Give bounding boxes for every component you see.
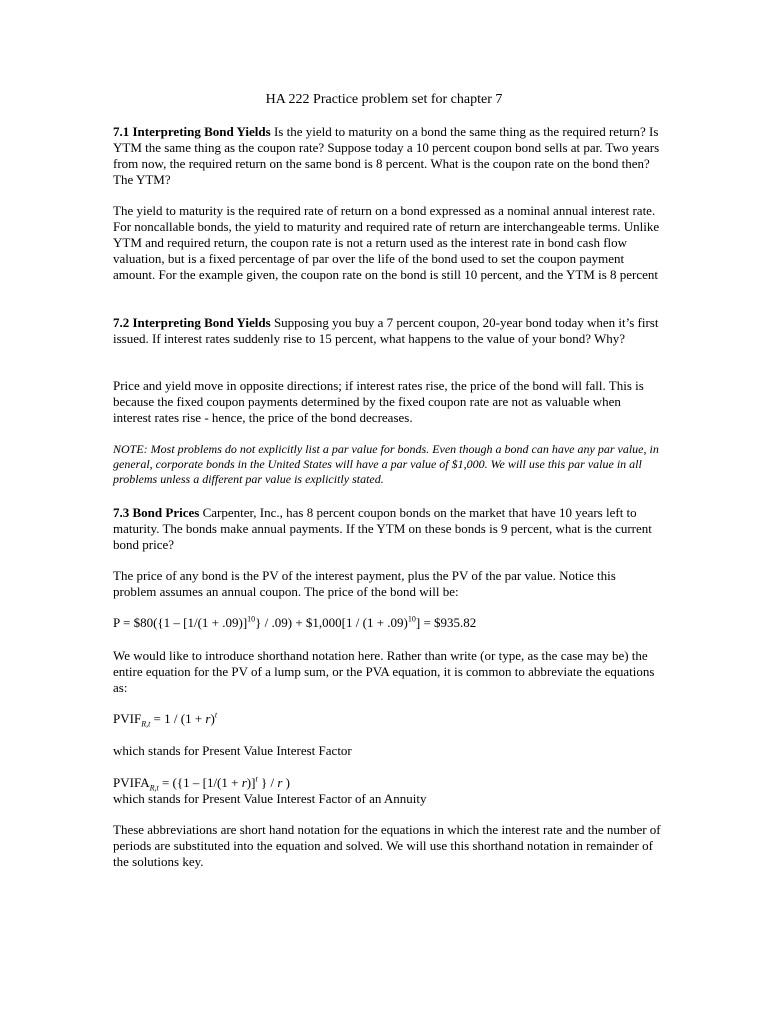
equation-exponent: 10 <box>247 614 256 624</box>
problem-7-2-heading: 7.2 Interpreting Bond Yields <box>113 315 271 330</box>
problem-7-1-question-text: Is the yield to maturity on a bond the same thing as the required return? Is YTM the same thing as the coupon rate? Suppose today a 10 percent coupon bond sells at par. Two years from now, the required return on the same bond is 8 percent. What is the coupon rate on the bond then? The YTM? <box>113 124 660 187</box>
problem-7-2-question-text: Supposing you buy a 7 percent coupon, 20-year bond today when it’s first issued. If interest rates suddenly rise to 15 percent, what happens to the value of your bond? Why? <box>113 315 659 346</box>
pvif-label: PVIF <box>113 711 142 726</box>
pvifa-subscript: R,t <box>149 783 159 793</box>
problem-7-2-question <box>113 315 661 347</box>
problem-7-1-answer <box>113 203 661 283</box>
problem-7-1-answer-text: The yield to maturity is the required rate of return on a bond expressed as a nominal annual interest rate. For noncallable bonds, the yield to maturity and required rate of return are interchangeable terms. Unlike YTM and required return, the coupon rate is not a return used as the interest rate in bond cash flow valuation, but is a fixed percentage of par over the life of the bond used to set the coupon payment amount. For the example given, the coupon rate on the bond is still 10 percent, and the YTM is 8 percent <box>113 203 660 282</box>
formula-part: = ({1 – [1/(1 + <box>158 775 242 790</box>
problem-7-3-answer-text: The price of any bond is the PV of the interest payment, plus the PV of the par value. Notice this problem assumes an annual coupon. The price of the bond will be: <box>113 568 616 599</box>
equation-part: } / .09) + $1,000[1 / (1 + .09) <box>255 615 408 630</box>
equation-part: ] = $935.82 <box>415 615 477 630</box>
problem-7-1-question <box>113 124 661 188</box>
problem-7-3-question <box>113 505 661 553</box>
formula-part: )] <box>246 775 256 790</box>
shorthand-intro <box>113 648 661 696</box>
formula-part: ) <box>210 711 215 726</box>
problem-7-3-question-text: Carpenter, Inc., has 8 percent coupon bonds on the market that have 10 years left to maturity. The bonds make annual payments. If the YTM on these bonds is 9 percent, what is the current bond price? <box>113 505 652 552</box>
pvif-formula <box>113 711 661 727</box>
equation-part: P = $80({1 – [1/(1 + .09)] <box>113 615 248 630</box>
pvif-description-text: which stands for Present Value Interest Factor <box>113 743 352 758</box>
pvif-subscript: R,t <box>141 719 151 729</box>
formula-variable: r <box>241 775 247 790</box>
problem-7-1-heading: 7.1 Interpreting Bond Yields <box>113 124 271 139</box>
formula-part: } / <box>257 775 278 790</box>
page-title: HA 222 Practice problem set for chapter 7 <box>265 92 503 107</box>
bond-price-equation <box>113 615 661 631</box>
problem-7-2-answer-text: Price and yield move in opposite directions; if interest rates rise, the price of the bond will fall. This is because the fixed coupon payments determined by the fixed coupon rate are not as valuable when interest rates rise - hence, the price of the bond decreases. <box>113 378 644 425</box>
pvifa-label: PVIFA <box>113 775 150 790</box>
formula-variable: r <box>277 775 283 790</box>
formula-part: ) <box>282 775 290 790</box>
pvif-description <box>113 743 661 759</box>
shorthand-closing-text: These abbreviations are short hand notation for the equations in which the interest rate and the number of periods are substituted into the equation and solved. We will use this shorthand notation in remainder of the solutions key. <box>113 822 661 869</box>
shorthand-intro-text: We would like to introduce shorthand notation here. Rather than write (or type, as the case may be) the entire equation for the PV of a lump sum, or the PVA equation, it is common to abbreviate the equations as: <box>113 648 655 695</box>
par-value-note <box>113 442 661 487</box>
equation-exponent: 10 <box>407 614 416 624</box>
pvifa-formula <box>113 775 661 807</box>
formula-exponent: t <box>214 710 218 720</box>
shorthand-closing <box>113 822 661 870</box>
problem-7-3-heading: 7.3 Bond Prices <box>113 505 200 520</box>
formula-part: = 1 / (1 + <box>150 711 206 726</box>
pvifa-description-text: which stands for Present Value Interest Factor of an Annuity <box>113 791 427 806</box>
problem-7-2-answer <box>113 378 661 426</box>
problem-7-3-answer <box>113 568 661 600</box>
formula-variable: r <box>205 711 211 726</box>
formula-exponent: t <box>255 774 258 784</box>
par-value-note-text: NOTE: Most problems do not explicitly list a par value for bonds. Even though a bond can have any par value, in general, corporate bonds in the United States will have a par value of $1,000. We will use this par value in all problems unless a different par value is explicitly stated. <box>113 442 659 486</box>
